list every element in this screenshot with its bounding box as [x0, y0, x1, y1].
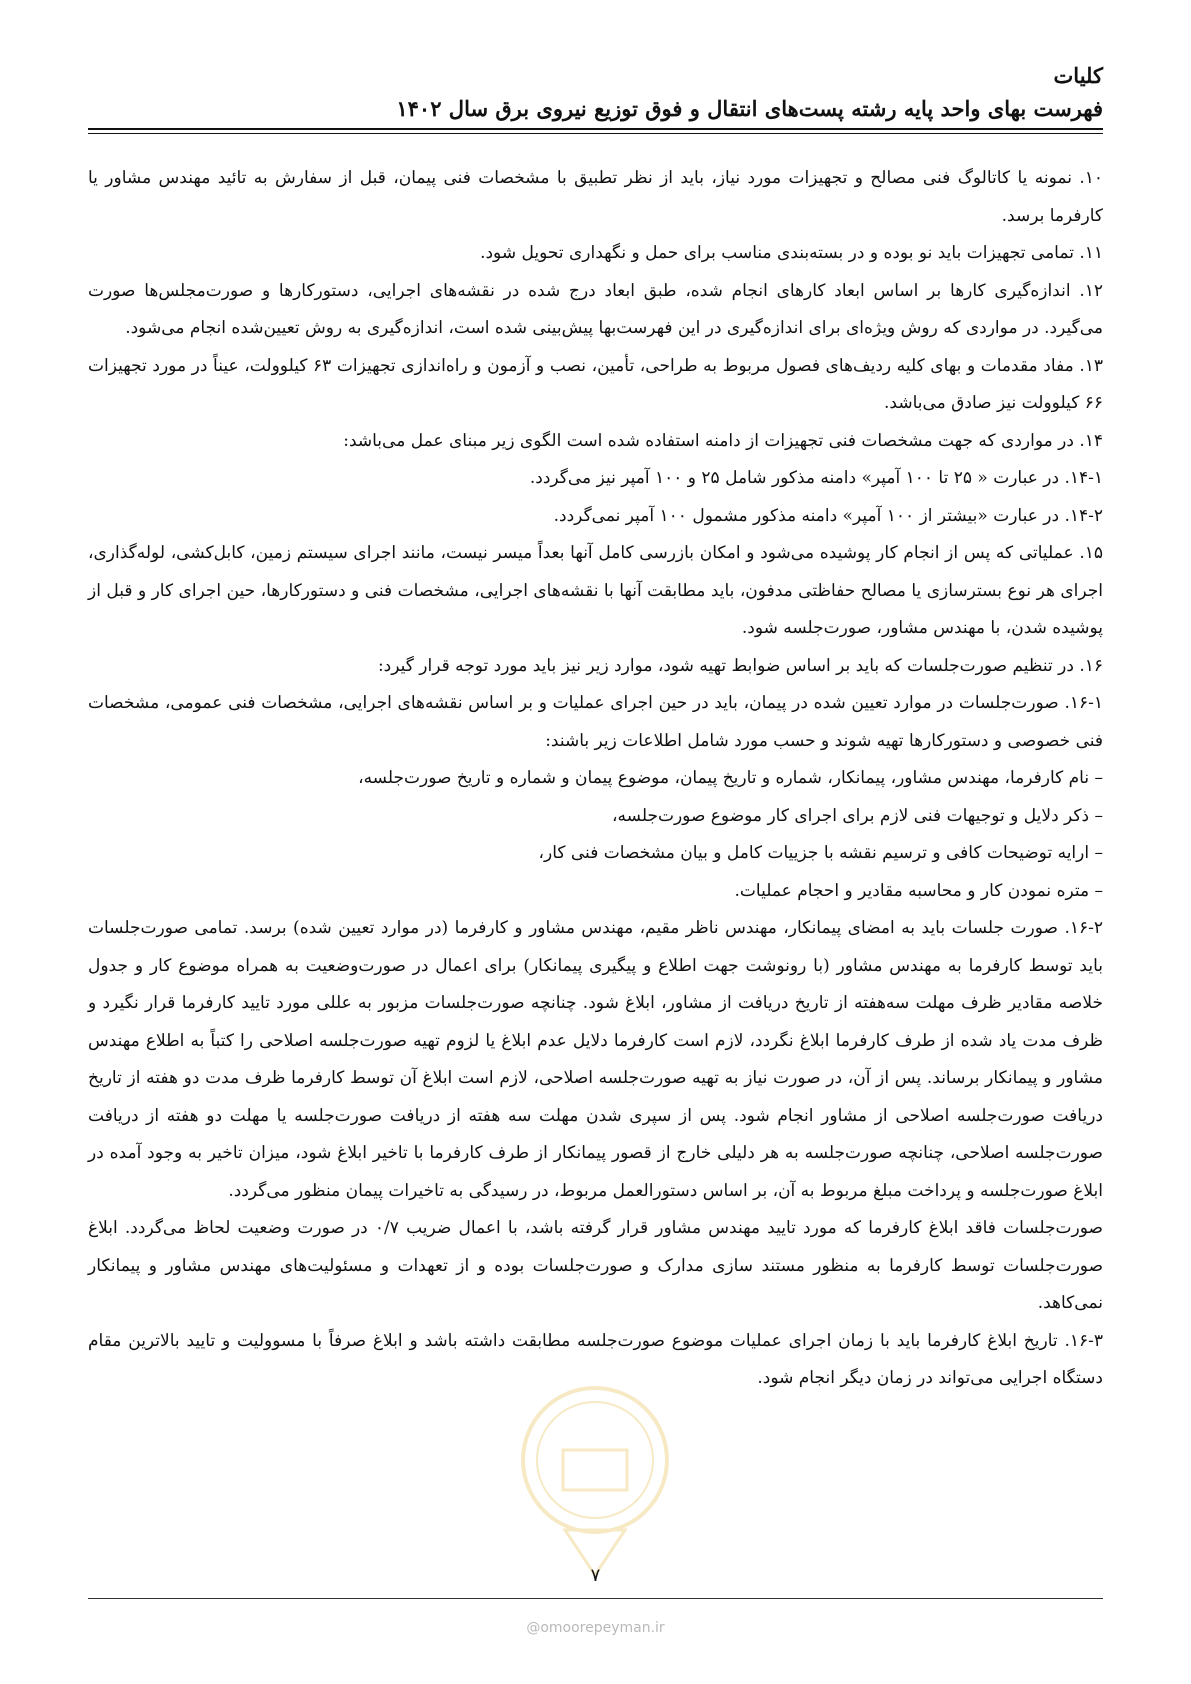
watermark-seal-icon [505, 1380, 685, 1580]
paragraph: ۱۴-۱. در عبارت « ۲۵ تا ۱۰۰ آمپر» دامنه مذکور شامل ۲۵ و ۱۰۰ آمپر نیز می‌گردد. [529, 468, 1103, 488]
paragraph: ۱۶-۲. صورت جلسات باید به امضای پیمانکار، مهندس ناظر مقیم، مهندس مشاور و کارفرما (در موارد تعیین شده) برسد. تمامی صورت‌جلسات باید توسط کارفرما به مهندس مشاور (با رونوشت جهت اطلاع و پیگیری پیمانکار) برای اعمال در صورت‌وضعیت به همراه موضوع کار و جدول خلاصه مقادیر ظرف مهلت سه‌هفته از تاریخ دریافت از مشاور، ابلاغ شود. چنانچه صورت‌جلسات مزبور به عللی مورد تایید کارفرما قرار نگیرد و ظرف مدت یاد شده از طرف کارفرما ابلاغ نگردد، لازم است کارفرما دلایل عدم ابلاغ یا لزوم تهیه صورت‌جلسه اصلاحی را کتباً به اطلاع مهندس مشاور و پیمانکار برساند. پس از آن، در صورت نیاز به تهیه صورت‌جلسه اصلاحی، لازم است ابلاغ آن توسط کارفرما ظرف مدت دو هفته از تاریخ دریافت صورت‌جلسه اصلاحی از مشاور انجام شود. پس از سپری شدن مهلت سه هفته از دریافت صورت‌جلسه یا مهلت دو هفته از دریافت صورت‌جلسه اصلاحی، چنانچه صورت‌جلسه به هر دلیلی خارج از قصور پیمانکار از طرف کارفرما با تاخیر ابلاغ شود، میزان تاخیر به وجود آمده در ابلاغ صورت‌جلسه و پرداخت مبلغ مربوط به آن، بر اساس دستورالعمل مربوط، در رسیدگی به تاخیرات پیمان منظور می‌گردد. [88, 918, 1103, 1201]
document-body [88, 160, 1103, 1398]
paragraph: ۱۶-۱. صورت‌جلسات در موارد تعیین شده در پیمان، باید در حین اجرای عملیات و بر اساس نقشه‌های اجرایی، مشخصات فنی عمومی، مشخصات فنی خصوصی و دستورکارها تهیه شوند و حسب مورد شامل اطلاعات زیر باشند: [88, 693, 1103, 751]
list-item: – ذکر دلایل و توجیهات فنی لازم برای اجرای کار موضوع صورت‌جلسه، [612, 805, 1103, 826]
paragraph: ۱۴-۲. در عبارت «بیشتر از ۱۰۰ آمپر» دامنه مذکور مشمول ۱۰۰ آمپر نمی‌گردد. [553, 505, 1103, 526]
list-item: – ارایه توضیحات کافی و ترسیم نقشه با جزییات کامل و بیان مشخصات فنی کار، [538, 843, 1103, 863]
paragraph: ۱۰. نمونه یا کاتالوگ فنی مصالح و تجهیزات مورد نیاز، باید از نظر تطبیق با مشخصات فنی پیمان، قبل از سفارش به تائید مهندس مشاور یا کارفرما برسد. [88, 168, 1103, 226]
paragraph: ۱۲. اندازه‌گیری کارها بر اساس ابعاد کارهای انجام شده، طبق ابعاد درج شده در نقشه‌های اجرایی، دستورکارها و صورت‌مجلس‌ها صورت می‌گیرد. در مواردی که روش ویژه‌ای برای اندازه‌گیری در این فهرست‌بها پیش‌بینی شده است، اندازه‌گیری به روش تعیین‌شده انجام می‌شود. [88, 280, 1103, 338]
footer-rule [88, 1598, 1103, 1599]
paragraph: ۱۴. در مواردی که جهت مشخصات فنی تجهیزات از دامنه استفاده شده است الگوی زیر مبنای عمل می‌باشد: [343, 430, 1103, 451]
page-header [88, 60, 1103, 126]
paragraph: ۱۵. عملیاتی که پس از انجام کار پوشیده می‌شود و امکان بازرسی کامل آنها بعداً میسر نیست، مانند اجرای سیستم زمین، کابل‌کشی، لوله‌گذاری، اجرای هر نوع بسترسازی یا مصالح حفاظتی مدفون، باید مطابقت آنها با نقشه‌های اجرایی، مشخصات فنی و دستورکارها، حین اجرای کار و قبل از پوشیده شدن، با مهندس مشاور، صورت‌جلسه شود. [88, 543, 1103, 638]
list-item: – نام کارفرما، مهندس مشاور، پیمانکار، شماره و تاریخ پیمان، موضوع پیمان و شماره و تاریخ صورت‌جلسه، [358, 768, 1103, 788]
header-rule-thick [88, 128, 1103, 130]
page-number: ۷ [590, 1565, 601, 1586]
paragraph: صورت‌جلسات فاقد ابلاغ کارفرما که مورد تایید مهندس مشاور قرار گرفته باشد، با اعمال ضریب ۰/۷ در صورت وضعیت لحاظ می‌گردد. ابلاغ صورت‌جلسات توسط کارفرما به منظور مستند سازی مدارک و صورت‌جلسات بوده و از تعهدات و مسئولیت‌های مهندس مشاور و پیمانکار نمی‌کاهد. [88, 1218, 1103, 1313]
paragraph: ۱۶. در تنظیم صورت‌جلسات که باید بر اساس ضوابط تهیه شود، موارد زیر نیز باید مورد توجه قرار گیرد: [377, 655, 1103, 676]
section-title: کلیات [1053, 63, 1103, 88]
header-rule-thin [88, 133, 1103, 134]
paragraph: ۱۶-۳. تاریخ ابلاغ کارفرما باید با زمان اجرای عملیات موضوع صورت‌جلسه مطابقت داشته باشد و ابلاغ صرفاً با مسوولیت و تایید بالاترین مقام دستگاه اجرایی می‌تواند در زمان دیگر انجام شود. [88, 1330, 1103, 1388]
site-watermark: @omoorepeyman.ir [526, 1620, 665, 1636]
list-item: – متره نمودن کار و محاسبه مقادیر و احجام عملیات. [734, 880, 1103, 901]
paragraph: ۱۳. مفاد مقدمات و بهای کلیه ردیف‌های فصول مربوط به طراحی، تأمین، نصب و آزمون و راه‌اندازی تجهیزات ۶۳ کیلوولت، عیناً در مورد تجهیزات ۶۶ کیلوولت نیز صادق می‌باشد. [88, 355, 1103, 413]
paragraph: ۱۱. تمامی تجهیزات باید نو بوده و در بسته‌بندی مناسب برای حمل و نگهداری تحویل شود. [480, 243, 1103, 263]
document-title: فهرست بهای واحد پایه رشته پست‌های انتقال و فوق توزیع نیروی برق سال ۱۴۰۲ [396, 96, 1103, 121]
